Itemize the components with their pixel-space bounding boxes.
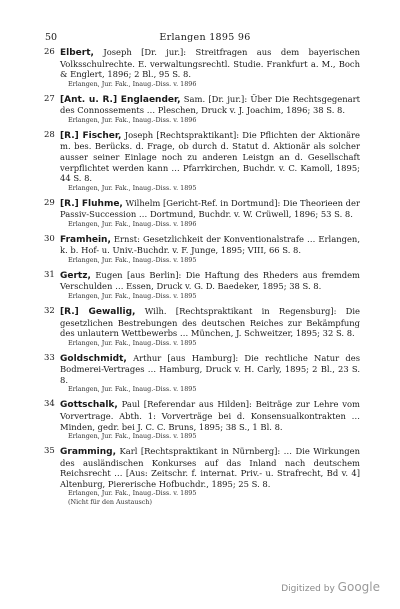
entry-number: 32: [44, 305, 55, 316]
author-name: Gertz,: [60, 270, 91, 281]
entry-number: 29: [44, 197, 55, 208]
author-name: Elbert,: [60, 48, 94, 58]
dissertation-note: Erlangen, Jur. Fak., Inaug.-Diss. v. 1895: [68, 338, 197, 347]
running-title: Erlangen 1895 96: [159, 32, 251, 43]
exchange-note: (Nicht für den Austausch): [68, 497, 152, 506]
author-name: Framhein,: [60, 234, 111, 245]
page-number: 50: [45, 32, 58, 43]
bibliography-entry: [42, 306, 360, 347]
entry-body: Wilh. [Rechtspraktikant in Regensburg]: Die gesetzlichen Bestrebungen des deutschen Reiches zur Bekämpfung des unlautern Wettbewerbs … München, J. Schweitzer, 1895; 32 S. 8.: [60, 305, 360, 339]
entry-number: 28: [44, 129, 55, 140]
digitized-watermark: [281, 580, 380, 594]
watermark-brand: Google: [337, 580, 380, 594]
author-name: [R.] Fluhme,: [60, 198, 123, 209]
bibliography-entry: [42, 399, 360, 440]
entry-number: 35: [44, 446, 55, 456]
entry-text: [60, 94, 360, 116]
entry-number: 30: [44, 233, 55, 244]
entry-body: Eugen [aus Berlin]: Die Haftung des Rheders aus fremdem Verschulden … Essen, Druck v. G. D. Baedeker, 1895; 38 S. 8.: [60, 269, 360, 292]
entry-body: Ernst: Gesetzlichkeit der Konventionalstrafe … Erlangen, k. b. Hof- u. Univ.-Buchdr. v. F. Junge, 1895; VIII, 66 S. 8.: [60, 233, 360, 256]
entry-body: Karl [Rechtspraktikant in Nürnberg]: … Die Wirkungen des ausländischen Konkurses auf das Inland nach deutschem Reichsrecht … [Aus: Zeitschr. f. internat. Priv.- u. Strafrecht, Bd v. 4] Altenburg, Piererische Hofbuchdr., 1895; 25 S. 8.: [60, 446, 360, 489]
bibliography-entry: [42, 446, 360, 506]
entry-body: Paul [Referendar aus Hilden]: Beiträge zur Lehre vom Vorvertrage. Abth. 1: Vorverträge bei d. Konsensualkontrakten … Minden, gedr. bei J. C. C. Bruns, 1895; 38 S., 1 Bl. 8.: [60, 399, 360, 432]
entry-text: [60, 270, 360, 292]
dissertation-note: Erlangen, Jur. Fak., Inaug.-Diss. v. 1895: [68, 432, 197, 441]
author-name: [R.] Fischer,: [60, 130, 122, 141]
bibliography-entry: [42, 234, 360, 265]
dissertation-note: Erlangen, Jur. Fak., Inaug.-Diss. v. 1896: [68, 219, 197, 228]
entry-number: 27: [44, 93, 55, 104]
watermark-prefix: Digitized by: [281, 584, 338, 594]
entry-body: Arthur [aus Hamburg]: Die rechtliche Natur des Bodmerei-Vertrages … Hamburg, Druck v. H. Carly, 1895; 2 Bl., 23 S. 8.: [60, 352, 360, 385]
bibliography-entry: [42, 47, 360, 88]
bibliography-entry: [42, 198, 360, 229]
entry-text: [60, 130, 360, 184]
dissertation-note: Erlangen, Jur. Fak., Inaug.-Diss. v. 1895: [68, 489, 197, 498]
entry-body: Joseph [Dr. jur.]: Streitfragen aus dem bayerischen Volksschulrechte. E. verwaltungsrechtl. Studie. Frankfurt a. M., Boch & Englert, 1896; 2 Bl., 95 S. 8.: [60, 47, 360, 80]
dissertation-note: Erlangen, Jur. Fak., Inaug.-Diss. v. 1895: [68, 292, 197, 301]
entry-text: [60, 234, 360, 256]
entry-text: [60, 399, 360, 432]
entry-number: 33: [44, 352, 55, 363]
author-name: Gottschalk,: [60, 400, 118, 411]
dissertation-note: Erlangen, Jur. Fak., Inaug.-Diss. v. 1895: [68, 183, 197, 192]
entry-text: [60, 47, 360, 80]
entry-text: [60, 198, 360, 220]
entry-text: [60, 353, 360, 386]
bibliography-entry: [42, 270, 360, 301]
bibliography-entry: [42, 130, 360, 192]
dissertation-note: Erlangen, Jur. Fak., Inaug.-Diss. v. 1896: [68, 79, 197, 88]
dissertation-note: Erlangen, Jur. Fak., Inaug.-Diss. v. 1895: [68, 255, 197, 264]
entry-body: Sam. [Dr. jur.]: Über Die Rechtsgegenart des Connossements … Pleschen, Druck v. J. Joachim, 1896; 38 S. 8.: [60, 93, 360, 116]
author-name: [Ant. u. R.] Englaender,: [60, 94, 181, 105]
entry-text: [60, 446, 360, 489]
dissertation-note: Erlangen, Jur. Fak., Inaug.-Diss. v. 1895: [68, 385, 197, 394]
entry-list: [42, 47, 360, 512]
entry-number: 26: [44, 47, 55, 57]
dissertation-note: Erlangen, Jur. Fak., Inaug.-Diss. v. 1896: [68, 115, 197, 124]
author-name: [R.] Gewallig,: [60, 306, 136, 317]
bibliography-entry: [42, 94, 360, 125]
entry-number: 34: [44, 399, 55, 410]
bibliography-entry: [42, 353, 360, 394]
author-name: Goldschmidt,: [60, 353, 127, 364]
page-header: [45, 32, 335, 43]
entry-body: Joseph [Rechtspraktikant]: Die Pflichten der Aktionäre m. bes. Berücks. d. Frage, ob durch d. Statut d. Aktionär als solcher ausser seiner Einlage noch zu anderen Leistgn an d. Gesellschaft verpflichtet werden kann … Pfarrkirchen, Buchdr. v. C. Kamoll, 1895; 44 S. 8.: [60, 129, 360, 184]
entry-body: Wilhelm [Gericht-Ref. in Dortmund]: Die Theorieen der Passiv-Succession … Dortmund, Buchdr. v. W. Crüwell, 1896; 53 S. 8.: [60, 197, 360, 220]
entry-number: 31: [44, 269, 55, 280]
entry-text: [60, 306, 360, 339]
author-name: Gramming,: [60, 447, 117, 457]
